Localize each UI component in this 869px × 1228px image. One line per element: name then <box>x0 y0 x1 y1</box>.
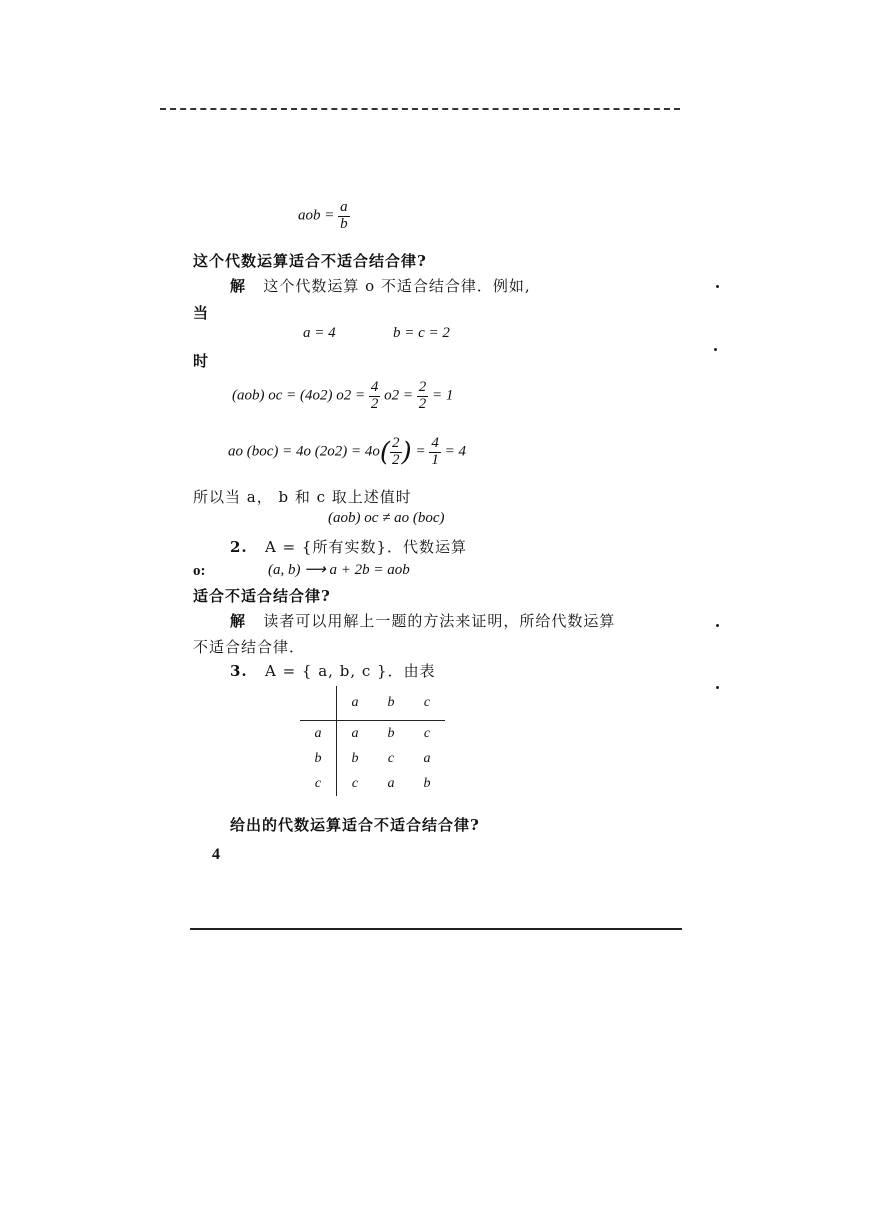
table-cell: b <box>351 750 359 766</box>
calc1-formula <box>232 380 453 413</box>
calc2-lhs: ao (boc) = 4o (2o2) = 4o <box>228 443 380 460</box>
table-header-row <box>300 686 445 721</box>
table-cell: c <box>351 775 359 791</box>
q3-statement: A = { a, b, c }．由表 <box>264 662 436 680</box>
conclusion-text: 所以当 a， b 和 c 取上述值时 <box>193 488 412 506</box>
q3-question: 给出的代数运算适合不适合结合律? <box>230 816 480 834</box>
calc1-mid: o2 = <box>384 387 414 404</box>
definition-denominator: b <box>340 215 348 232</box>
q2-line <box>230 536 467 557</box>
op-label: o: <box>193 563 206 579</box>
q2-question: 适合不适合结合律? <box>193 587 331 605</box>
calc1-f1-den: 2 <box>370 395 379 412</box>
definition-lhs: aob <box>298 207 321 224</box>
scan-speck <box>716 624 719 627</box>
q2-statement: A = {所有实数}．代数运算 <box>264 538 468 556</box>
calc1-f2-den: 2 <box>418 395 427 412</box>
calc1-fraction1 <box>369 380 381 413</box>
scan-speck <box>716 285 719 288</box>
q2-solution-label: 解 <box>230 612 247 630</box>
operation-table <box>300 686 445 796</box>
definition-fraction <box>338 200 350 233</box>
right-paren: ) <box>401 437 412 468</box>
calc2-eq: = <box>415 443 426 460</box>
table-cell: b <box>423 775 431 791</box>
q2-solution-text: 读者可以用解上一题的方法来证明，所给代数运算 <box>263 612 616 630</box>
calc1-rhs: = 1 <box>432 387 454 404</box>
calc1-f2-num: 2 <box>418 379 427 395</box>
calc2-formula <box>228 436 466 469</box>
solution-text: 这个代数运算 o 不适合结合律．例如, <box>263 277 531 295</box>
table-cell: a <box>387 775 395 791</box>
scan-speck <box>716 686 719 689</box>
table-cell: c <box>387 750 395 766</box>
when-label: 当 <box>193 304 210 322</box>
table-col-header: c <box>409 686 445 721</box>
q2-number: 2. <box>230 538 248 556</box>
q3-number: 3. <box>230 662 248 680</box>
calc2-fraction <box>429 436 441 469</box>
q2-solution-line1 <box>230 610 615 631</box>
inequality: (aob) oc ≠ ao (boc) <box>328 510 445 526</box>
calc1-lhs: (aob) oc = (4o2) o2 = <box>232 387 366 404</box>
top-rule <box>160 108 680 110</box>
table-cell: b <box>387 725 395 741</box>
calc1-f1-num: 4 <box>370 379 379 395</box>
q1-question: 这个代数运算适合不适合结合律? <box>193 252 427 270</box>
bottom-rule <box>190 928 682 930</box>
table-cell: a <box>423 750 431 766</box>
q1-solution <box>230 275 531 296</box>
definition-eq: = <box>324 207 335 224</box>
table-row-header: c <box>300 771 337 796</box>
table-col-header: a <box>337 686 374 721</box>
calc2-inner-den: 2 <box>392 451 400 468</box>
calc2-inner-num: 2 <box>392 435 400 451</box>
q2-solution-line2: 不适合结合律． <box>193 638 306 656</box>
q3-line <box>230 660 436 681</box>
definition-numerator: a <box>340 199 348 215</box>
calc1-fraction2 <box>417 380 429 413</box>
calc2-f-den: 1 <box>431 451 439 468</box>
table-row-header: a <box>300 721 337 747</box>
values-bc: b = c = 2 <box>393 325 450 341</box>
calc2-rhs: = 4 <box>444 443 466 460</box>
page-number: 4 <box>212 846 220 863</box>
calc2-f-num: 4 <box>431 435 439 451</box>
table-corner <box>300 686 337 721</box>
table-row <box>300 721 445 747</box>
table-row <box>300 771 445 796</box>
table-cell: c <box>423 725 431 741</box>
calc2-inner-fraction <box>390 436 402 469</box>
table-cell: a <box>351 725 359 741</box>
q2-mapping: (a, b) ⟶ a + 2b = aob <box>268 562 410 578</box>
table-row-header: b <box>300 746 337 771</box>
time-label: 时 <box>193 352 210 370</box>
table-col-header: b <box>373 686 409 721</box>
values-a: a = 4 <box>303 325 336 341</box>
scan-speck <box>714 348 717 351</box>
definition-formula <box>298 200 350 233</box>
left-paren: ( <box>379 437 391 468</box>
solution-label: 解 <box>230 277 247 295</box>
table-row <box>300 746 445 771</box>
